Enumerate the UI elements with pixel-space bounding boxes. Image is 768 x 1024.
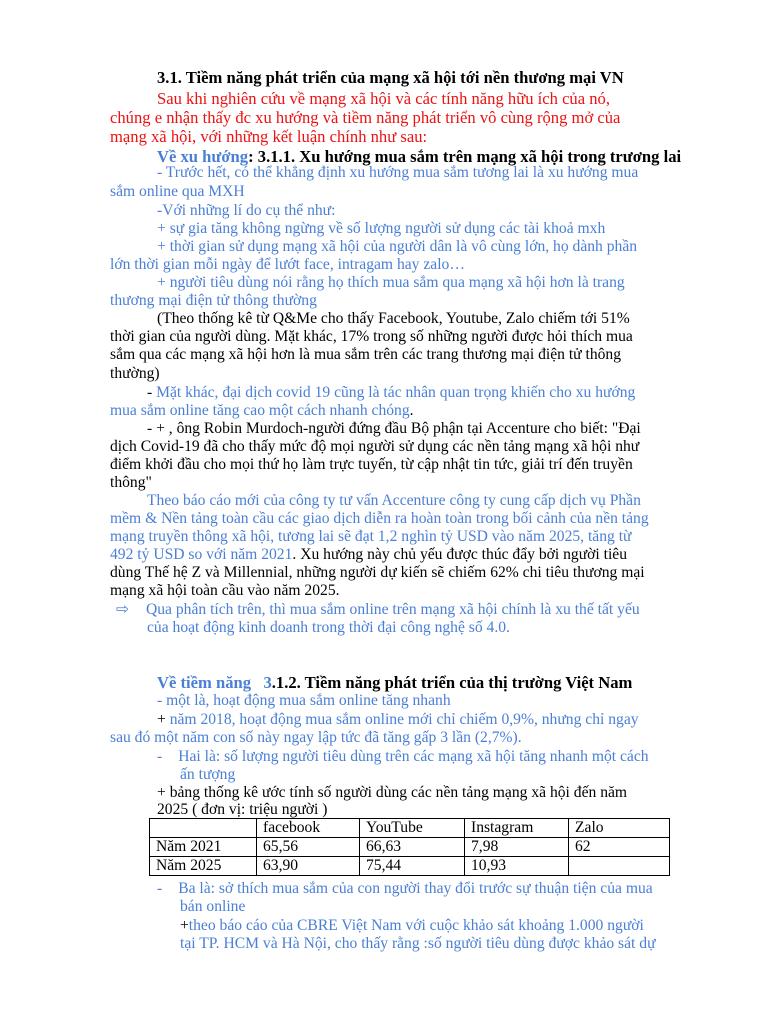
trend-p4-line-1: Theo báo cáo mới của công ty tư vấn Accenture công ty cung cấp dịch vụ Phần	[147, 492, 641, 509]
potential-p1: - một là, hoạt động mua sắm online tăng nhanh	[157, 692, 451, 709]
table-row	[150, 838, 670, 857]
trend-p2: -Với những lí do cụ thể như:	[157, 202, 336, 219]
trend-bullet-3-line-1: + người tiêu dùng nói rằng họ thích mua sắm qua mạng xã hội hơn là trang	[157, 274, 625, 291]
trend-p1-line-1: - Trước hết, có thể khẳng định xu hướng mua sắm tương lai là xu hướng mua	[157, 164, 639, 181]
potential-p2-plus: +	[157, 711, 170, 728]
table-header-cell: YouTube	[360, 819, 465, 838]
trend-p4-line-6: mạng xã hội toàn cầu vào năm 2025.	[110, 582, 340, 599]
section-heading: 3.1. Tiềm năng phát triển của mạng xã hội tới nền thương mại VN	[157, 68, 624, 87]
trend-p4-line-2: mềm & Nền tảng toàn cầu các giao dịch diễn ra hoàn toàn trong bối cảnh của nền tảng	[110, 510, 649, 527]
intro-line-1: Sau khi nghiên cứu về mạng xã hội và các tính năng hữu ích của nó,	[157, 89, 610, 108]
trend-quote1-line-1: (Theo thống kê từ Q&Me cho thấy Facebook, Youtube, Zalo chiếm tới 51%	[157, 310, 630, 327]
table-cell: 66,63	[360, 838, 465, 857]
potential-p3-dash: -	[157, 748, 163, 765]
trend-p3-text: Mặt khác, đại dịch covid 19 cũng là tác nhân quan trọng khiến cho xu hướng	[156, 384, 636, 401]
table-cell: Năm 2025	[150, 857, 257, 876]
table-cell: 65,56	[257, 838, 360, 857]
potential-p2-line-2: sau đó một năm con số này ngay lập tức đã tăng gấp 3 lần (2,7%).	[110, 729, 522, 746]
conclusion-line-2: của hoạt động kinh doanh trong thời đại công nghệ số 4.0.	[147, 619, 510, 636]
table-row	[150, 857, 670, 876]
table-header-cell: facebook	[257, 819, 360, 838]
table-cell: 63,90	[257, 857, 360, 876]
table-cell: 7,98	[465, 838, 569, 857]
table-cell: 62	[569, 838, 670, 857]
intro-line-3: mạng xã hội, với những kết luận chính như sau:	[110, 127, 428, 146]
table-cell	[569, 857, 670, 876]
potential-title: .1.2. Tiềm năng phát triển của thị trường Việt Nam	[271, 673, 633, 692]
trend-quote1-line-2: thời gian của người dùng. Mặt khác, 17% trong số những người được hỏi thích mua	[110, 328, 633, 345]
potential-p3-line-1	[157, 748, 649, 766]
table-cell: 10,93	[465, 857, 569, 876]
potential-p5-text: theo báo cáo của CBRE Việt Nam với cuộc khảo sát khoảng 1.000 người	[188, 917, 644, 934]
potential-p4-text: Ba là: sở thích mua sắm của con người thay đổi trước sự thuận tiện của mua	[178, 880, 653, 897]
trend-p4-line-5: dùng Thế hệ Z và Millennial, những người dự kiến sẽ chiếm 62% chi tiêu thương mại	[110, 564, 645, 581]
trend-p3-text-2: mua sắm online tăng cao một cách nhanh chóng	[110, 402, 410, 419]
trend-quote2-line-3: điểm khởi đầu cho mọi thứ họ làm trực tuyến, từ cập nhật tin tức, giải trí đến truyền	[110, 456, 633, 473]
trend-p4-text: . Xu hướng này chủ yếu được thúc đẩy bởi người tiêu	[292, 546, 628, 563]
potential-p5-line-1	[180, 917, 644, 935]
potential-p2-line-1	[157, 711, 639, 729]
trend-quote2-line-1: - + , ông Robin Murdoch-người đứng đầu Bộ phận tại Accenture cho biết: "Đại	[147, 420, 641, 437]
trend-p4-figure: 492 tỷ USD so với năm 2021	[110, 546, 293, 563]
trend-bullet-2-line-1: + thời gian sử dụng mạng xã hội của người dân là vô cùng lớn, họ dành phần	[157, 238, 638, 255]
table-intro-line-1: + bảng thống kê ước tính số người dùng các nền tảng mạng xã hội đến năm	[157, 784, 628, 801]
trend-colon: :	[248, 147, 258, 166]
trend-quote2-line-4: thông"	[110, 474, 152, 491]
potential-p3-text: Hai là: số lượng người tiêu dùng trên các mạng xã hội tăng nhanh một cách	[178, 748, 649, 765]
trend-p1-line-2: sắm online qua MXH	[110, 183, 245, 200]
table-header-row	[150, 819, 670, 838]
users-table	[149, 818, 670, 876]
table-cell: 75,44	[360, 857, 465, 876]
potential-label: Về tiềm năng	[157, 673, 252, 692]
table-intro-line-2: 2025 ( đơn vị: triệu người )	[157, 801, 328, 818]
trend-p3-line-2	[110, 402, 414, 420]
intro-line-2: chúng e nhận thấy đc xu hướng và tiềm năng phát triển vô cùng rộng mở của	[110, 108, 621, 127]
trend-quote2-line-2: dịch Covid-19 đã cho thấy mức độ mọi người sử dụng các nền tảng mạng xã hội như	[110, 438, 640, 455]
potential-p5-line-2: tại TP. HCM và Hà Nội, cho thấy rằng :số người tiêu dùng được khảo sát dự	[180, 935, 656, 952]
potential-num: 3	[263, 673, 272, 692]
potential-p4-line-1	[157, 880, 653, 898]
potential-heading	[157, 672, 632, 694]
table-header-cell: Instagram	[465, 819, 569, 838]
arrow-right-icon: ⇨	[116, 601, 130, 618]
trend-quote1-line-3: sắm qua các mạng xã hội hơn là mua sắm trên các trang thương mại điện tử thông	[110, 346, 622, 363]
potential-p2-text: năm 2018, hoạt động mua sắm online mới chỉ chiếm 0,9%, nhưng chỉ ngay	[169, 711, 639, 728]
trend-p3-period: .	[409, 402, 414, 419]
trend-p3-dash: -	[147, 384, 157, 401]
trend-label: Về xu hướng	[157, 147, 249, 166]
table-cell: Năm 2021	[150, 838, 257, 857]
trend-bullet-1: + sự gia tăng không ngừng về số lượng người sử dụng các tài khoả mxh	[157, 220, 606, 237]
potential-p5-plus: +	[180, 917, 189, 934]
potential-p4-line-2: bán online	[180, 898, 246, 915]
table-header-cell	[150, 819, 257, 838]
trend-title: 3.1.1. Xu hướng mua sắm trên mạng xã hội trong trương lai	[257, 147, 682, 166]
table-header-cell: Zalo	[569, 819, 670, 838]
trend-p4-line-4	[110, 546, 627, 564]
conclusion-text: Qua phân tích trên, thì mua sắm online trên mạng xã hội chính là xu thế tất yếu	[146, 601, 640, 618]
potential-p3-line-2: ấn tượng	[180, 766, 236, 783]
trend-quote1-line-4: thường)	[110, 365, 160, 382]
conclusion-line-1	[116, 601, 640, 619]
trend-bullet-2-line-2: lớn thời gian mỗi ngày để lướt face, intragam hay zalo…	[110, 256, 465, 273]
potential-p4-dash: -	[157, 880, 163, 897]
trend-p4-line-3: mạng truyền thông xã hội, tương lai sẽ đạt 1,2 nghìn tỷ USD vào năm 2025, tăng từ	[110, 528, 632, 545]
trend-p3-line-1	[147, 384, 635, 402]
trend-bullet-3-line-2: thương mại điện tử thông thường	[110, 292, 317, 309]
